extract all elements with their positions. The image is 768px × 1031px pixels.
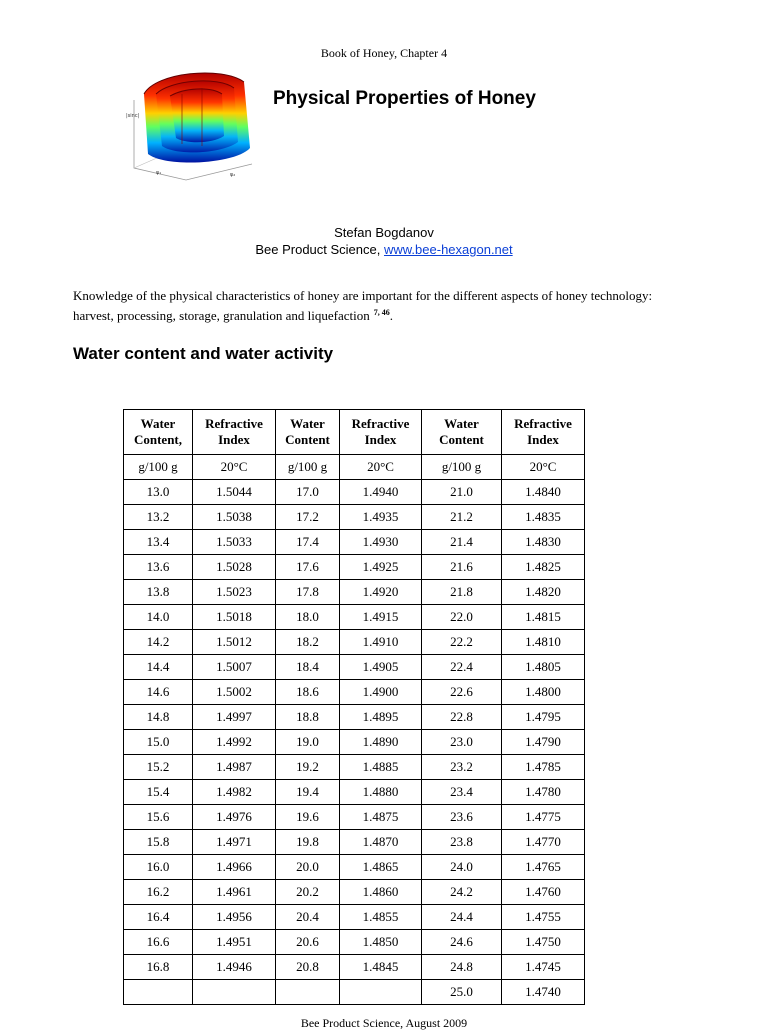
water-content-cell: 21.2 [422,505,502,530]
refractive-index-cell: 1.4997 [193,705,276,730]
refractive-index-cell: 1.4770 [502,830,585,855]
water-content-cell: 19.6 [276,805,340,830]
table-row [124,830,585,855]
table-row [124,480,585,505]
table-row [124,605,585,630]
water-content-cell: 17.6 [276,555,340,580]
water-content-cell: 21.6 [422,555,502,580]
refractive-index-cell: 1.4855 [340,905,422,930]
water-content-cell: 15.8 [124,830,193,855]
water-content-cell: 16.6 [124,930,193,955]
water-content-cell: 18.2 [276,630,340,655]
water-content-cell: 22.8 [422,705,502,730]
affiliation-text: Bee Product Science, [255,242,384,257]
water-content-cell: 15.0 [124,730,193,755]
refractive-index-cell: 1.4865 [340,855,422,880]
refractive-index-cell: 1.4915 [340,605,422,630]
refractive-index-cell: 1.4951 [193,930,276,955]
water-content-cell [124,980,193,1005]
refractive-index-cell: 1.5007 [193,655,276,680]
table-row [124,780,585,805]
refractive-index-cell: 1.4910 [340,630,422,655]
refractive-index-cell: 1.4795 [502,705,585,730]
water-content-cell: 13.6 [124,555,193,580]
water-content-cell: 18.4 [276,655,340,680]
water-content-cell: 24.8 [422,955,502,980]
unit-cell: 20°C [502,455,585,480]
table-row [124,530,585,555]
header-water-content: Water Content, [124,410,193,455]
water-content-cell: 13.0 [124,480,193,505]
refractive-index-cell: 1.5038 [193,505,276,530]
water-content-cell: 22.0 [422,605,502,630]
refractive-index-table [123,409,585,1005]
water-content-cell: 22.2 [422,630,502,655]
refractive-index-cell: 1.4820 [502,580,585,605]
water-content-cell: 17.4 [276,530,340,555]
water-content-cell: 13.8 [124,580,193,605]
refractive-index-cell: 1.4810 [502,630,585,655]
water-content-cell: 15.4 [124,780,193,805]
refractive-index-cell: 1.4900 [340,680,422,705]
water-content-cell: 17.2 [276,505,340,530]
header-refractive-index: Refractive Index [193,410,276,455]
3d-surface-plot-icon [126,64,264,184]
author-block [0,224,768,258]
refractive-index-cell: 1.4885 [340,755,422,780]
water-content-cell: 20.2 [276,880,340,905]
intro-text: Knowledge of the physical characteristics of honey are important for the different aspects of honey technology: harvest, processing, storage, granulation and liquefaction [73,288,653,323]
refractive-index-cell: 1.4890 [340,730,422,755]
refractive-index-cell: 1.4966 [193,855,276,880]
refractive-index-cell: 1.4840 [502,480,585,505]
refractive-index-cell: 1.4805 [502,655,585,680]
refractive-index-cell: 1.4905 [340,655,422,680]
water-content-cell: 18.6 [276,680,340,705]
refractive-index-cell: 1.4745 [502,955,585,980]
water-content-cell: 14.8 [124,705,193,730]
refractive-index-cell: 1.4971 [193,830,276,855]
water-content-cell: 23.6 [422,805,502,830]
refractive-index-cell: 1.4987 [193,755,276,780]
author-affiliation [0,241,768,258]
table-row [124,730,585,755]
refractive-index-cell: 1.4765 [502,855,585,880]
water-content-cell: 22.6 [422,680,502,705]
table-header-row [124,410,585,455]
refractive-index-cell [193,980,276,1005]
water-content-cell: 24.2 [422,880,502,905]
logo-axis-label-x2: ψ₂ [230,172,236,178]
water-content-cell: 20.0 [276,855,340,880]
refractive-index-cell: 1.4785 [502,755,585,780]
refractive-index-cell: 1.4935 [340,505,422,530]
refractive-index-cell: 1.5002 [193,680,276,705]
reference-superscript: 7, 46 [373,308,390,317]
water-content-cell: 19.8 [276,830,340,855]
unit-cell: 20°C [193,455,276,480]
table-row [124,905,585,930]
table-row [124,680,585,705]
table-row [124,555,585,580]
water-content-cell: 16.4 [124,905,193,930]
water-content-cell: 24.6 [422,930,502,955]
water-content-cell: 21.8 [422,580,502,605]
table-row [124,955,585,980]
logo-axis-label: |sinc| [126,113,140,119]
logo-axis-label-x1: ψ₁ [156,170,162,176]
water-content-cell: 23.0 [422,730,502,755]
table-row [124,630,585,655]
water-content-cell: 14.2 [124,630,193,655]
refractive-index-cell: 1.4976 [193,805,276,830]
refractive-index-cell: 1.4956 [193,905,276,930]
water-content-cell: 14.4 [124,655,193,680]
water-content-cell: 14.0 [124,605,193,630]
refractive-index-cell: 1.4750 [502,930,585,955]
refractive-index-cell: 1.5018 [193,605,276,630]
water-content-cell: 25.0 [422,980,502,1005]
section-heading: Water content and water activity [73,344,334,363]
refractive-index-cell: 1.4800 [502,680,585,705]
refractive-index-cell: 1.5023 [193,580,276,605]
table-row [124,755,585,780]
water-content-cell: 21.0 [422,480,502,505]
running-header: Book of Honey, Chapter 4 [320,46,448,60]
water-content-cell: 15.2 [124,755,193,780]
page-footer: Bee Product Science, August 2009 [300,1016,468,1030]
water-content-cell: 16.8 [124,955,193,980]
unit-cell: g/100 g [422,455,502,480]
refractive-index-cell: 1.5044 [193,480,276,505]
unit-cell: g/100 g [276,455,340,480]
refractive-index-cell: 1.5028 [193,555,276,580]
table-row [124,705,585,730]
water-content-cell: 19.2 [276,755,340,780]
water-content-cell: 14.6 [124,680,193,705]
refractive-index-cell: 1.5033 [193,530,276,555]
water-content-cell: 24.4 [422,905,502,930]
refractive-index-cell: 1.4895 [340,705,422,730]
refractive-index-cell: 1.4815 [502,605,585,630]
refractive-index-cell: 1.4875 [340,805,422,830]
table-row [124,930,585,955]
header-water-content: Water Content [422,410,502,455]
refractive-index-cell: 1.4835 [502,505,585,530]
table-row [124,505,585,530]
water-content-cell: 17.0 [276,480,340,505]
table-units-row [124,455,585,480]
refractive-index-cell: 1.4850 [340,930,422,955]
header-water-content: Water Content [276,410,340,455]
table-body [124,480,585,1005]
refractive-index-cell: 1.5012 [193,630,276,655]
water-content-cell: 13.4 [124,530,193,555]
refractive-index-cell: 1.4830 [502,530,585,555]
water-content-cell: 23.8 [422,830,502,855]
table-row [124,855,585,880]
water-content-cell: 16.2 [124,880,193,905]
water-content-cell: 24.0 [422,855,502,880]
logo-image [126,64,264,184]
water-content-cell: 13.2 [124,505,193,530]
water-content-cell: 23.2 [422,755,502,780]
water-content-cell [276,980,340,1005]
refractive-index-cell: 1.4860 [340,880,422,905]
refractive-index-cell: 1.4880 [340,780,422,805]
table-row [124,805,585,830]
refractive-index-cell: 1.4760 [502,880,585,905]
refractive-index-cell: 1.4780 [502,780,585,805]
water-content-cell: 20.4 [276,905,340,930]
refractive-index-cell: 1.4992 [193,730,276,755]
water-content-cell: 19.0 [276,730,340,755]
refractive-index-cell: 1.4946 [193,955,276,980]
table-row [124,655,585,680]
refractive-index-cell: 1.4845 [340,955,422,980]
website-link[interactable]: www.bee-hexagon.net [383,242,513,257]
header-refractive-index: Refractive Index [502,410,585,455]
water-content-cell: 20.6 [276,930,340,955]
unit-cell: 20°C [340,455,422,480]
water-content-cell: 20.8 [276,955,340,980]
refractive-index-cell: 1.4982 [193,780,276,805]
refractive-index-cell: 1.4930 [340,530,422,555]
refractive-index-cell: 1.4961 [193,880,276,905]
water-content-cell: 23.4 [422,780,502,805]
water-content-cell: 18.8 [276,705,340,730]
water-content-cell: 18.0 [276,605,340,630]
water-content-cell: 16.0 [124,855,193,880]
intro-paragraph [73,287,673,324]
refractive-index-cell: 1.4775 [502,805,585,830]
refractive-index-cell: 1.4755 [502,905,585,930]
document-title: Physical Properties of Honey [273,88,536,109]
refractive-index-cell [340,980,422,1005]
water-content-cell: 15.6 [124,805,193,830]
table-row [124,880,585,905]
intro-end: . [389,308,393,323]
table-row [124,980,585,1005]
unit-cell: g/100 g [124,455,193,480]
water-content-cell: 22.4 [422,655,502,680]
refractive-index-cell: 1.4825 [502,555,585,580]
refractive-index-cell: 1.4925 [340,555,422,580]
table-row [124,580,585,605]
author-name: Stefan Bogdanov [334,225,434,240]
water-content-cell: 17.8 [276,580,340,605]
header-refractive-index: Refractive Index [340,410,422,455]
water-content-cell: 19.4 [276,780,340,805]
refractive-index-cell: 1.4940 [340,480,422,505]
refractive-index-cell: 1.4740 [502,980,585,1005]
refractive-index-cell: 1.4790 [502,730,585,755]
refractive-index-cell: 1.4870 [340,830,422,855]
refractive-index-cell: 1.4920 [340,580,422,605]
water-content-cell: 21.4 [422,530,502,555]
